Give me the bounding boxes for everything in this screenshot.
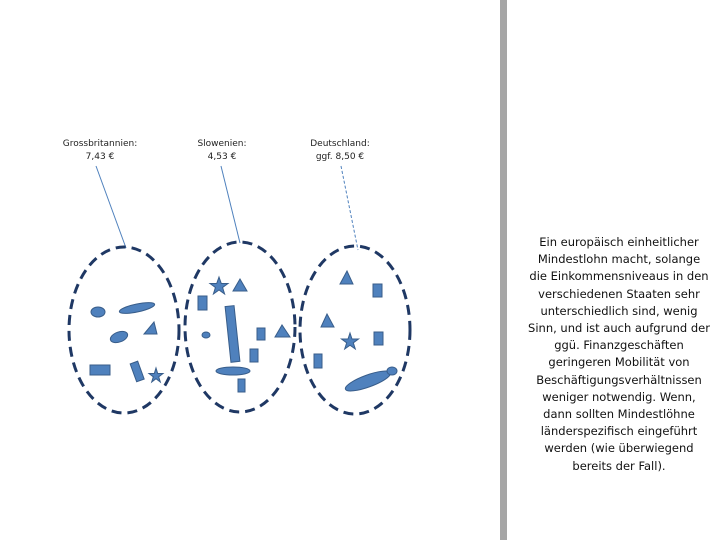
triangle-shape — [233, 279, 247, 291]
rectangle-shape — [374, 332, 383, 345]
label-slowenien-wage: 4,53 € — [207, 152, 237, 162]
oval-shape — [216, 367, 250, 375]
connector-si — [221, 166, 240, 243]
oval-shape — [387, 367, 397, 375]
star-shape — [149, 368, 163, 382]
vertical-divider — [500, 0, 507, 540]
oval-shape — [202, 332, 210, 338]
triangle-shape — [275, 325, 290, 337]
label-grossbritannien-country: Grossbritannien: — [62, 139, 138, 149]
oval-shape — [119, 300, 156, 315]
explanation-text: Ein europäisch einheitlicher Mindestlohn macht, solange die Einkommensniveaus in den verschiedenen Staaten sehr unterschiedlich sind, wenig Sinn, und ist auch aufgrund der ggü. Finanzgeschäften geringeren Mobilität von Beschäftigungsverhältnissen weniger notwendig. Wenn, dann sollten Mindestlöhne länderspezifisch eingeführt werden (wie überwiegend bereits der Fall). — [528, 235, 710, 473]
rectangle-shape — [90, 365, 110, 375]
star-shape — [342, 333, 359, 349]
label-grossbritannien-wage: 7,43 € — [85, 152, 115, 162]
rectangle-shape — [238, 379, 245, 392]
rectangle-shape — [257, 328, 265, 340]
rectangle-shape — [373, 284, 382, 297]
label-deutschland-wage: ggf. 8,50 € — [315, 152, 365, 162]
connector-de — [341, 166, 358, 250]
star-shape — [210, 277, 228, 294]
connector-gb — [96, 166, 126, 248]
triangle-shape — [321, 314, 334, 327]
rectangle-shape — [314, 354, 322, 368]
ellipse-grossbritannien — [69, 247, 179, 413]
rectangle-shape — [130, 361, 144, 382]
rectangle-shape — [250, 349, 258, 362]
triangle-shape — [144, 322, 157, 334]
rectangle-shape — [225, 306, 240, 363]
oval-shape — [109, 329, 129, 345]
oval-shape — [343, 367, 392, 395]
triangle-shape — [340, 271, 353, 284]
label-deutschland-country: Deutschland: — [310, 139, 370, 149]
label-slowenien-country: Slowenien: — [197, 139, 247, 149]
oval-shape — [91, 307, 105, 317]
rectangle-shape — [198, 296, 207, 310]
